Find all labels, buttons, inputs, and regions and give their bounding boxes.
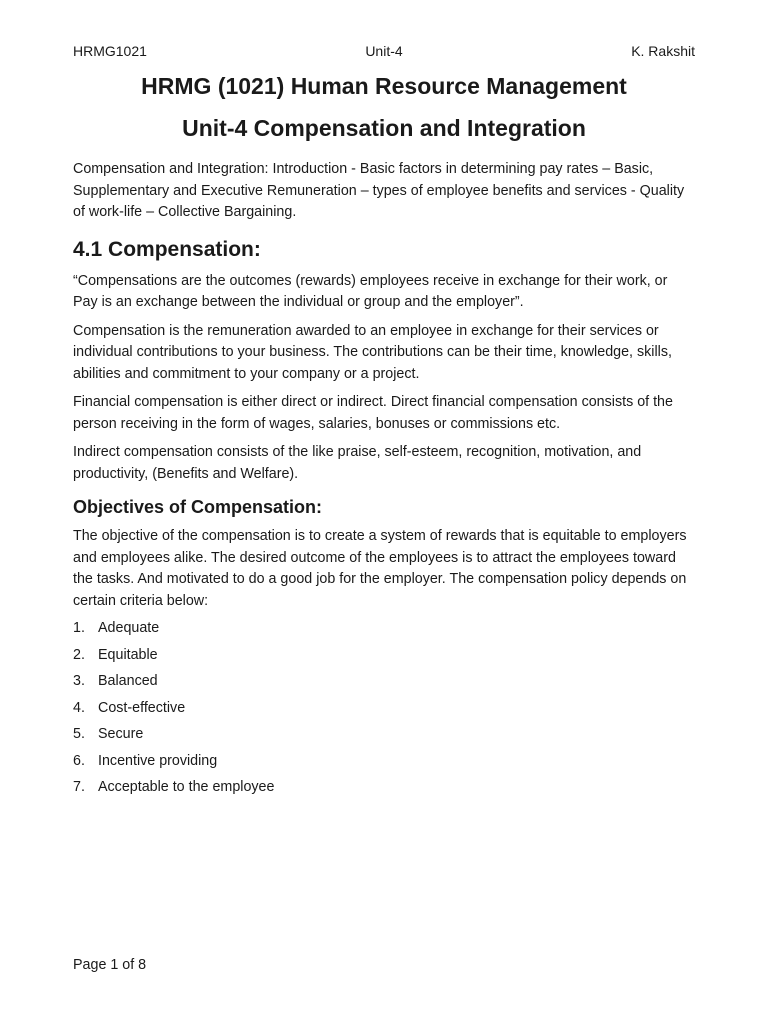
list-item-text: Acceptable to the employee	[98, 779, 275, 795]
indirect-compensation-paragraph: Indirect compensation consists of the like praise, self-esteem, recognition, motivation, and productivity, (Benefits and Welfare).	[73, 444, 642, 482]
list-item-number: 4.	[73, 699, 85, 716]
definition-quote: “Compensations are the outcomes (rewards) employees receive in exchange for their work, or Pay is an exchange between the individual or group and the employer”.	[73, 272, 668, 310]
header-author: K. Rakshit	[631, 43, 695, 59]
list-item	[73, 671, 695, 693]
objectives-heading: Objectives of Compensation:	[73, 497, 323, 517]
financial-compensation-paragraph: Financial compensation is either direct or indirect. Direct financial compensation consists of the person receiving in the form of wages, salaries, bonuses or commissions etc.	[73, 394, 673, 432]
intro-paragraph: Compensation and Integration: Introduction - Basic factors in determining pay rates – Basic, Supplementary and Executive Remuneration – types of employee benefits and services - Quality of work-life – Collective Bargaining.	[73, 161, 685, 220]
list-item-number: 7.	[73, 779, 85, 795]
header-unit: Unit-4	[365, 43, 403, 59]
compensation-paragraph: Compensation is the remuneration awarded to an employee in exchange for their services or individual contributions to your business. The contributions can be their time, knowledge, skills, abilities and commitment to your company or a project.	[73, 322, 672, 382]
list-item	[73, 698, 695, 720]
list-item-number: 2.	[73, 646, 85, 663]
list-item-text: Equitable	[98, 646, 158, 663]
list-item-text: Secure	[98, 726, 144, 742]
page-content	[73, 70, 695, 804]
list-item-number: 5.	[73, 726, 85, 742]
document-title: HRMG (1021) Human Resource Management	[141, 73, 627, 99]
list-item-text: Balanced	[98, 673, 158, 689]
list-item	[73, 618, 695, 640]
list-item-text: Adequate	[98, 620, 160, 636]
page-number: Page 1 of 8	[73, 957, 147, 973]
list-item	[73, 777, 695, 799]
list-item	[73, 645, 695, 667]
unit-title: Unit-4 Compensation and Integration	[182, 115, 586, 141]
list-item	[73, 751, 695, 773]
running-header	[73, 42, 695, 60]
criteria-list	[73, 618, 695, 799]
list-item-text: Cost-effective	[98, 699, 186, 716]
header-course-code: HRMG1021	[73, 43, 147, 59]
objectives-paragraph: The objective of the compensation is to create a system of rewards that is equitable to employers and employees alike. The desired outcome of the employees is to attract the employees toward the tasks. And motivated to do a good job for the employer. The compensation policy depends on certain criteria below:	[73, 528, 687, 609]
list-item-number: 3.	[73, 673, 85, 689]
list-item	[73, 724, 695, 746]
list-item-text: Incentive providing	[98, 752, 218, 769]
list-item-number: 1.	[73, 620, 85, 636]
list-item-number: 6.	[73, 752, 85, 769]
section-heading-compensation: 4.1 Compensation:	[73, 237, 261, 261]
